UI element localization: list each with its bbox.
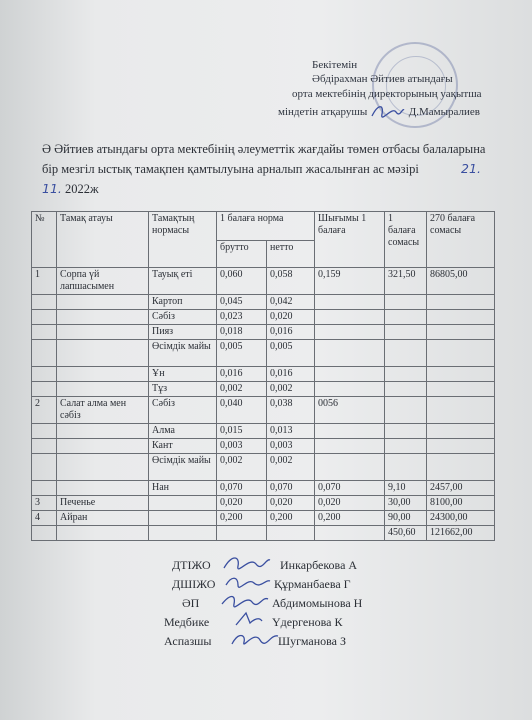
cell-item: Өсімдік майы xyxy=(149,340,217,367)
cell-num xyxy=(32,481,57,496)
cell-sum270: 2457,00 xyxy=(427,481,495,496)
table-row xyxy=(32,325,495,340)
cell-usage xyxy=(315,454,385,481)
signature-role: ДТІЖО xyxy=(172,558,211,572)
cell-item: Нан xyxy=(149,481,217,496)
cell-brutto: 0,002 xyxy=(217,382,267,397)
cell-num xyxy=(32,526,57,541)
cell-dish xyxy=(57,295,149,310)
header-num: № xyxy=(32,212,57,268)
table-row xyxy=(32,439,495,454)
cell-netto: 0,070 xyxy=(267,481,315,496)
cell-dish xyxy=(57,526,149,541)
cell-sum1: 450,60 xyxy=(385,526,427,541)
cell-brutto: 0,002 xyxy=(217,454,267,481)
cell-netto: 0,016 xyxy=(267,325,315,340)
cell-item: Картоп xyxy=(149,295,217,310)
table-row xyxy=(32,481,495,496)
approval-line-3: орта мектебінің директорының уақытша xyxy=(292,88,482,100)
approval-line-4 xyxy=(278,102,480,120)
cell-usage: 0,070 xyxy=(315,481,385,496)
cell-brutto: 0,200 xyxy=(217,511,267,526)
cell-item: Ұн xyxy=(149,367,217,382)
cell-brutto: 0,023 xyxy=(217,310,267,325)
cell-num: 2 xyxy=(32,397,57,424)
header-sum270: 270 балаға сомасы xyxy=(427,212,495,268)
cell-netto xyxy=(267,526,315,541)
cell-item: Кант xyxy=(149,439,217,454)
cell-sum1: 30,00 xyxy=(385,496,427,511)
cell-item: Тауық еті xyxy=(149,268,217,295)
cell-sum1: 321,50 xyxy=(385,268,427,295)
table-header-row xyxy=(32,212,495,241)
cell-item: Өсімдік майы xyxy=(149,454,217,481)
cell-sum1 xyxy=(385,382,427,397)
table-row xyxy=(32,511,495,526)
cell-brutto: 0,060 xyxy=(217,268,267,295)
cell-num xyxy=(32,325,57,340)
cell-netto: 0,020 xyxy=(267,310,315,325)
cell-num: 3 xyxy=(32,496,57,511)
signature-name: Үдергенова К xyxy=(272,615,343,629)
document-title xyxy=(42,140,502,199)
director-signature xyxy=(370,102,406,120)
cell-netto: 0,002 xyxy=(267,382,315,397)
cell-netto: 0,200 xyxy=(267,511,315,526)
header-usage: Шығымы 1 балаға xyxy=(315,212,385,268)
header-sum1: 1 балаға сомасы xyxy=(385,212,427,268)
cell-sum270 xyxy=(427,310,495,325)
cell-item: Сәбіз xyxy=(149,310,217,325)
cell-dish xyxy=(57,340,149,367)
cell-num xyxy=(32,295,57,310)
cell-sum270 xyxy=(427,397,495,424)
cell-netto: 0,042 xyxy=(267,295,315,310)
cell-sum270: 121662,00 xyxy=(427,526,495,541)
cell-sum270 xyxy=(427,367,495,382)
cell-netto: 0,058 xyxy=(267,268,315,295)
cell-netto: 0,003 xyxy=(267,439,315,454)
cell-sum270 xyxy=(427,340,495,367)
cell-sum1: 9,10 xyxy=(385,481,427,496)
cell-usage: 0,159 xyxy=(315,268,385,295)
cell-usage xyxy=(315,340,385,367)
cell-item: Сәбіз xyxy=(149,397,217,424)
cell-brutto: 0,020 xyxy=(217,496,267,511)
cell-sum1 xyxy=(385,424,427,439)
table-row xyxy=(32,367,495,382)
cell-sum1 xyxy=(385,439,427,454)
cell-sum1 xyxy=(385,367,427,382)
cell-num xyxy=(32,424,57,439)
cell-brutto: 0,040 xyxy=(217,397,267,424)
cell-sum1 xyxy=(385,397,427,424)
table-row xyxy=(32,340,495,367)
cell-sum1 xyxy=(385,340,427,367)
cell-dish: Салат алма мен сәбіз xyxy=(57,397,149,424)
cell-num xyxy=(32,310,57,325)
cell-sum270 xyxy=(427,382,495,397)
signature-name: Шугманова З xyxy=(278,634,346,648)
cell-item xyxy=(149,526,217,541)
cell-dish: Сорпа үй лапшасымен xyxy=(57,268,149,295)
table-row xyxy=(32,454,495,481)
cell-num: 4 xyxy=(32,511,57,526)
cell-brutto: 0,016 xyxy=(217,367,267,382)
cell-usage: 0056 xyxy=(315,397,385,424)
cell-netto: 0,038 xyxy=(267,397,315,424)
cell-usage xyxy=(315,367,385,382)
table-row xyxy=(32,424,495,439)
cell-sum1 xyxy=(385,454,427,481)
cell-usage xyxy=(315,325,385,340)
cell-sum270 xyxy=(427,424,495,439)
approval-role: міндетін атқарушы xyxy=(278,106,368,118)
table-row xyxy=(32,397,495,424)
cell-item: Тұз xyxy=(149,382,217,397)
cell-dish xyxy=(57,325,149,340)
cell-num xyxy=(32,439,57,454)
cell-sum1 xyxy=(385,295,427,310)
cell-item xyxy=(149,496,217,511)
cell-dish xyxy=(57,481,149,496)
cell-num xyxy=(32,367,57,382)
signature-name: Абдимомынова Н xyxy=(272,596,363,610)
cell-num xyxy=(32,382,57,397)
cell-brutto: 0,005 xyxy=(217,340,267,367)
cell-sum1 xyxy=(385,310,427,325)
approval-name: Д.Мамыралиев xyxy=(408,106,480,118)
signature-name: Құрманбаева Г xyxy=(274,577,351,591)
cell-num: 1 xyxy=(32,268,57,295)
title-text: Ә Әйтиев атындағы орта мектебінің әлеуметтік жағдайы төмен отбасы балаларына бір мезгіл ыстық тамақпен қамтылуына арналып жасалынған ас мәзірі xyxy=(42,142,486,176)
header-netto: нетто xyxy=(267,241,315,268)
handwritten-date: 21. 11. xyxy=(42,161,481,196)
cell-brutto: 0,015 xyxy=(217,424,267,439)
cell-netto: 0,013 xyxy=(267,424,315,439)
title-year: 2022ж xyxy=(65,182,99,196)
cell-dish xyxy=(57,424,149,439)
cell-sum270: 8100,00 xyxy=(427,496,495,511)
approval-line-2: Әбдірахман Әйтиев атындағы xyxy=(312,73,453,85)
table-row xyxy=(32,295,495,310)
header-dish: Тамақ атауы xyxy=(57,212,149,268)
table-row xyxy=(32,382,495,397)
cell-usage: 0,200 xyxy=(315,511,385,526)
cell-dish xyxy=(57,439,149,454)
cell-dish xyxy=(57,454,149,481)
cell-brutto xyxy=(217,526,267,541)
table-total-row xyxy=(32,526,495,541)
cell-netto: 0,016 xyxy=(267,367,315,382)
signature-role: Медбике xyxy=(164,615,210,629)
cell-num xyxy=(32,454,57,481)
cell-item: Пияз xyxy=(149,325,217,340)
cell-num xyxy=(32,340,57,367)
cell-brutto: 0,003 xyxy=(217,439,267,454)
cell-dish xyxy=(57,310,149,325)
table-row xyxy=(32,310,495,325)
cell-usage xyxy=(315,310,385,325)
cell-sum270: 86805,00 xyxy=(427,268,495,295)
cell-usage xyxy=(315,295,385,310)
signature-name: Инкарбекова А xyxy=(280,558,358,572)
cell-brutto: 0,070 xyxy=(217,481,267,496)
cell-sum270: 24300,00 xyxy=(427,511,495,526)
cell-dish: Печенье xyxy=(57,496,149,511)
cell-netto: 0,005 xyxy=(267,340,315,367)
cell-netto: 0,020 xyxy=(267,496,315,511)
approval-line-1: Бекітемін xyxy=(312,59,358,71)
signature-role: ӘП xyxy=(182,596,200,610)
cell-sum270 xyxy=(427,325,495,340)
cell-usage xyxy=(315,526,385,541)
cell-sum270 xyxy=(427,454,495,481)
cell-item xyxy=(149,511,217,526)
table-row xyxy=(32,496,495,511)
cell-netto: 0,002 xyxy=(267,454,315,481)
table-row xyxy=(32,268,495,295)
cell-usage xyxy=(315,424,385,439)
signature-role: ДШІЖО xyxy=(172,577,216,591)
signature-role: Аспазшы xyxy=(164,634,212,648)
cell-usage xyxy=(315,439,385,454)
cell-sum270 xyxy=(427,439,495,454)
cell-usage: 0,020 xyxy=(315,496,385,511)
cell-brutto: 0,018 xyxy=(217,325,267,340)
cell-usage xyxy=(315,382,385,397)
cell-dish xyxy=(57,367,149,382)
cell-dish xyxy=(57,382,149,397)
header-per-child: 1 балаға норма xyxy=(217,212,315,241)
cell-dish: Айран xyxy=(57,511,149,526)
handwritten-signature xyxy=(230,628,280,650)
cell-brutto: 0,045 xyxy=(217,295,267,310)
cell-item: Алма xyxy=(149,424,217,439)
cell-sum270 xyxy=(427,295,495,310)
cell-sum1: 90,00 xyxy=(385,511,427,526)
cell-sum1 xyxy=(385,325,427,340)
menu-table xyxy=(31,211,495,541)
header-norm: Тамақтың нормасы xyxy=(149,212,217,268)
header-brutto: брутто xyxy=(217,241,267,268)
